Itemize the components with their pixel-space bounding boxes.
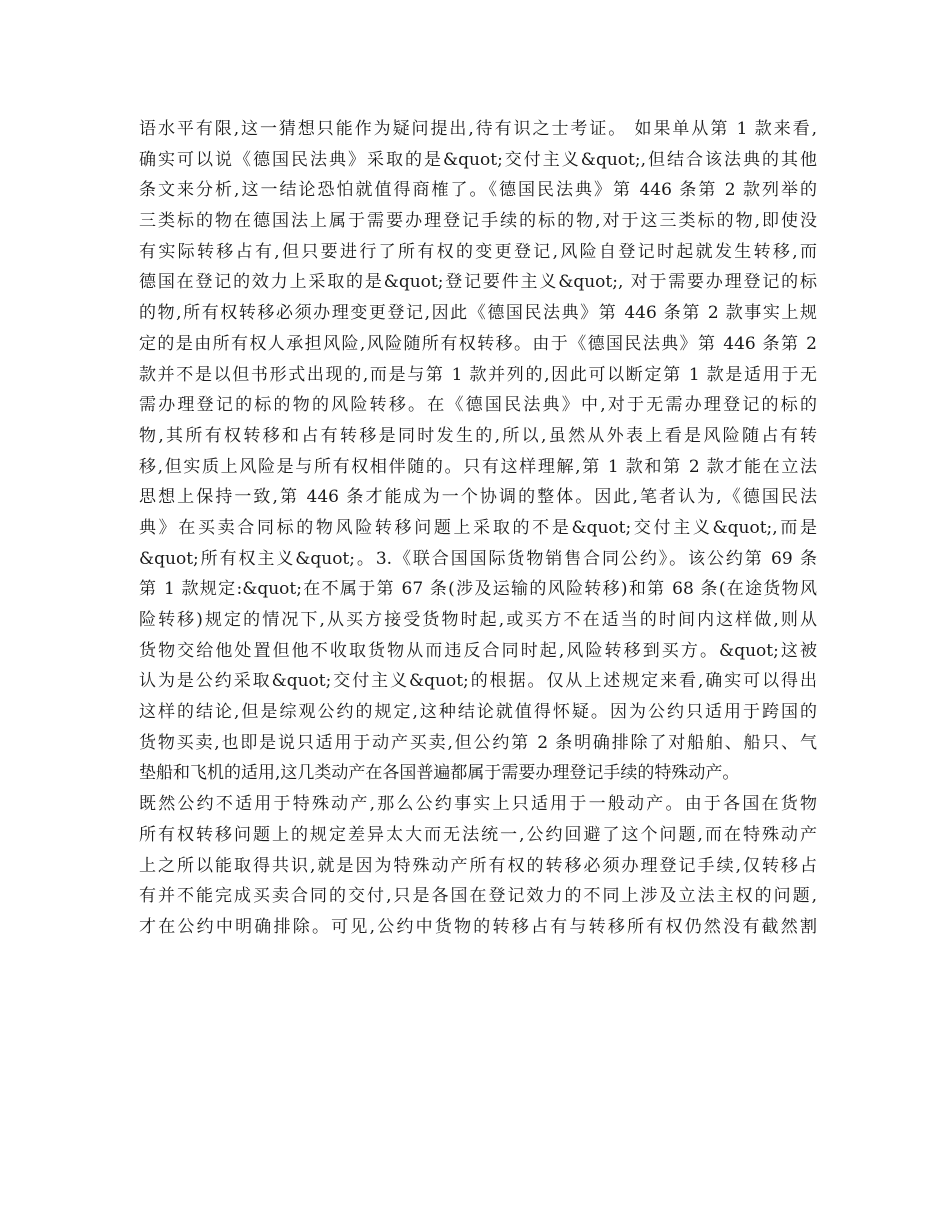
text-line: 货物交给他处置但他不收取货物从而违反合同时起,风险转移到买方。&quot;这被 xyxy=(139,640,817,661)
text-line: &quot;所有权主义&quot;。3.《联合国国际货物销售合同公约》。该公约第 69 条 xyxy=(139,548,817,569)
text-line: 第 1 款规定:&quot;在不属于第 67 条(涉及运输的风险转移)和第 68 条(在途货物风 xyxy=(139,579,817,600)
text-line: 才在公约中明确排除。可见,公约中货物的转移占有与转移所有权仍然没有截然割 xyxy=(139,916,817,937)
text-line: 货物买卖,也即是说只适用于动产买卖,但公约第 2 条明确排除了对船舶、船只、气 xyxy=(139,732,817,753)
text-line: 这样的结论,但是综观公约的规定,这种结论就值得怀疑。因为公约只适用于跨国的 xyxy=(139,702,817,723)
text-line: 既然公约不适用于特殊动产,那么公约事实上只适用于一般动产。由于各国在货物 xyxy=(139,794,817,815)
text-line: 款并不是以但书形式出现的,而是与第 1 款并列的,因此可以断定第 1 款是适用于无 xyxy=(139,364,817,385)
text-line: 所有权转移问题上的规定差异太大而无法统一,公约回避了这个问题,而在特殊动产 xyxy=(139,824,817,845)
text-line: 确实可以说《德国民法典》采取的是&quot;交付主义&quot;,但结合该法典的其他 xyxy=(139,149,817,170)
text-line: 三类标的物在德国法上属于需要办理登记手续的标的物,对于这三类标的物,即使没 xyxy=(139,211,817,232)
text-line: 上之所以能取得共识,就是因为特殊动产所有权的转移必须办理登记手续,仅转移占 xyxy=(139,855,817,876)
text-line: 需办理登记的标的物的风险转移。在《德国民法典》中,对于无需办理登记的标的 xyxy=(139,395,817,416)
text-line: 物,其所有权转移和占有转移是同时发生的,所以,虽然从外表上看是风险随占有转 xyxy=(139,425,817,446)
text-line: 险转移)规定的情况下,从买方接受货物时起,或买方不在适当的时间内这样做,则从 xyxy=(139,610,817,630)
text-line: 条文来分析,这一结论恐怕就值得商榷了。《德国民法典》第 446 条第 2 款列举的 xyxy=(139,180,817,201)
text-line: 思想上保持一致,第 446 条才能成为一个协调的整体。因此,笔者认为,《德国民法 xyxy=(139,487,817,508)
text-line: 的物,所有权转移必须办理变更登记,因此《德国民法典》第 446 条第 2 款事实上规 xyxy=(139,303,817,324)
text-line: 德国在登记的效力上采取的是&quot;登记要件主义&quot;, 对于需要办理登记的标 xyxy=(139,272,817,293)
text-line: 典》在买卖合同标的物风险转移问题上采取的不是&quot;交付主义&quot;,而是 xyxy=(139,517,817,538)
text-line: 垫船和飞机的适用,这几类动产在各国普遍都属于需要办理登记手续的特殊动产。 xyxy=(139,763,740,784)
text-line: 有实际转移占有,但只要进行了所有权的变更登记,风险自登记时起就发生转移,而 xyxy=(139,241,817,262)
body-text xyxy=(139,114,817,943)
text-line: 认为是公约采取&quot;交付主义&quot;的根据。仅从上述规定来看,确实可以得出 xyxy=(139,671,817,692)
text-line: 有并不能完成买卖合同的交付,只是各国在登记效力的不同上涉及立法主权的问题, xyxy=(139,886,817,907)
text-line: 定的是由所有权人承担风险,风险随所有权转移。由于《德国民法典》第 446 条第 2 xyxy=(139,333,817,354)
text-line: 语水平有限,这一猜想只能作为疑问提出,待有识之士考证。 如果单从第 1 款来看, xyxy=(139,119,817,139)
text-line: 移,但实质上风险是与所有权相伴随的。只有这样理解,第 1 款和第 2 款才能在立法 xyxy=(139,456,817,477)
